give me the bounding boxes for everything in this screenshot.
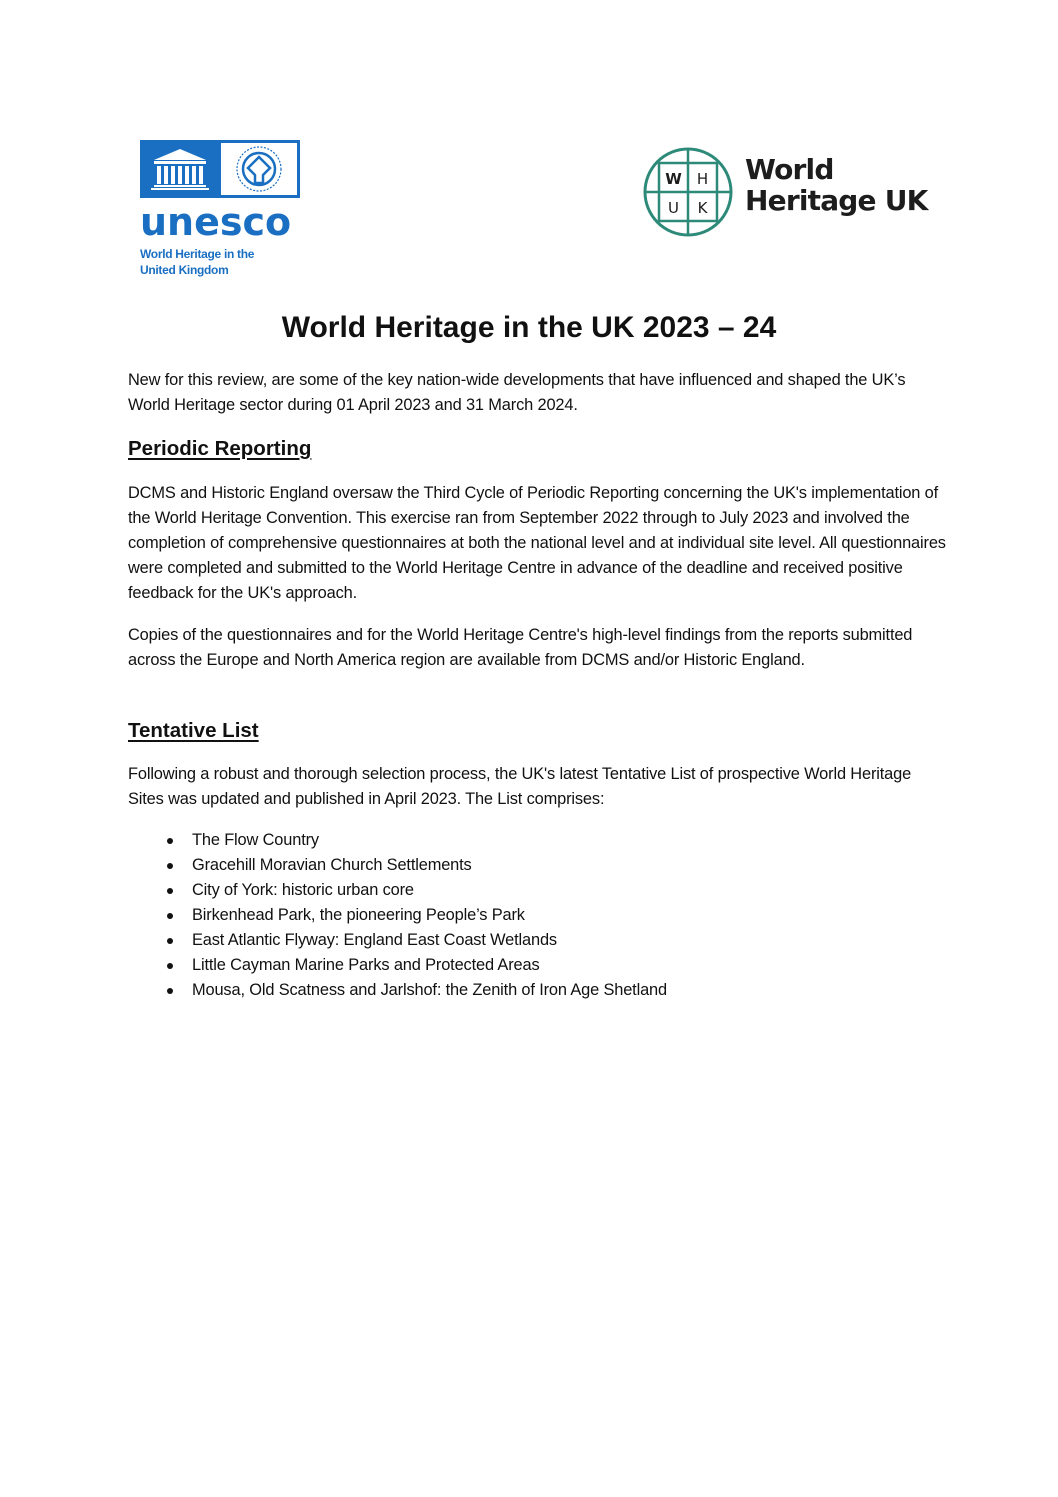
list-item [128, 978, 667, 1003]
whuk-letter-h: H [696, 170, 709, 188]
bullet-icon [167, 863, 173, 869]
unesco-logo [140, 140, 305, 285]
section-heading-tentative-list: Tentative List [128, 719, 259, 742]
list-item-text: Mousa, Old Scatness and Jarlshof: the Zenith of Iron Age Shetland [192, 981, 667, 999]
list-item [128, 828, 667, 853]
list-item-text: Birkenhead Park, the pioneering People’s Park [192, 906, 525, 924]
world-heritage-emblem-icon [221, 143, 297, 195]
intro-paragraph: New for this review, are some of the key nation-wide developments that have influenced and shaped the UK’s World Heritage sector during 01 April 2023 and 31 March 2024. [128, 371, 906, 414]
unesco-subtitle [140, 246, 254, 278]
periodic-reporting-paragraph-1: DCMS and Historic England oversaw the Third Cycle of Periodic Reporting concerning the UK's implementation of the World Heritage Convention. This exercise ran from September 2022 through to July 2023 and involved the completion of comprehensive questionnaires at both the national level and at individual site level. All questionnaires were completed and submitted to the World Heritage Centre in advance of the deadline and received positive feedback for the UK's approach. [128, 484, 946, 602]
tentative-list-paragraph: Following a robust and thorough selection process, the UK's latest Tentative List of prospective World Heritage Sites was updated and published in April 2023. The List comprises: [128, 765, 912, 808]
list-item-text: Gracehill Moravian Church Settlements [192, 856, 472, 874]
list-item [128, 903, 667, 928]
list-item [128, 853, 667, 878]
bullet-icon [167, 913, 173, 919]
world-heritage-emblem [221, 143, 297, 195]
unesco-subtitle-line2: United Kingdom [140, 263, 229, 277]
periodic-reporting-paragraph-2: Copies of the questionnaires and for the World Heritage Centre's high-level findings from the reports submitted across the Europe and North America region are available from DCMS and/or Historic England. [128, 626, 913, 669]
temple-icon [140, 140, 221, 198]
bullet-icon [167, 988, 173, 994]
bullet-icon [167, 838, 173, 844]
world-heritage-uk-logo [642, 146, 942, 238]
list-item [128, 878, 667, 903]
section-heading-periodic-reporting: Periodic Reporting [128, 437, 312, 460]
bullet-icon [167, 888, 173, 894]
whuk-letter-k: K [697, 199, 708, 217]
list-item [128, 928, 667, 953]
whuk-letter-u: U [668, 199, 679, 217]
tentative-list-items [128, 828, 667, 1003]
whuk-grid-emblem [642, 146, 734, 238]
whuk-name-line1: World [745, 153, 834, 186]
list-item-text: East Atlantic Flyway: England East Coast Wetlands [192, 931, 557, 949]
unesco-subtitle-line1: World Heritage in the [140, 247, 255, 261]
list-item-text: Little Cayman Marine Parks and Protected Areas [192, 956, 540, 974]
whuk-letter-w: W [665, 170, 682, 188]
bullet-icon [167, 963, 173, 969]
whuk-name-line2: Heritage UK [745, 184, 928, 217]
document-title: World Heritage in the UK 2023 – 24 [281, 311, 777, 344]
unesco-emblem [140, 140, 300, 198]
bullet-icon [167, 938, 173, 944]
list-item [128, 953, 667, 978]
list-item-text: City of York: historic urban core [192, 881, 414, 899]
list-item-text: The Flow Country [192, 831, 319, 849]
unesco-wordmark: unesco [140, 200, 292, 244]
whuk-name [745, 154, 928, 216]
